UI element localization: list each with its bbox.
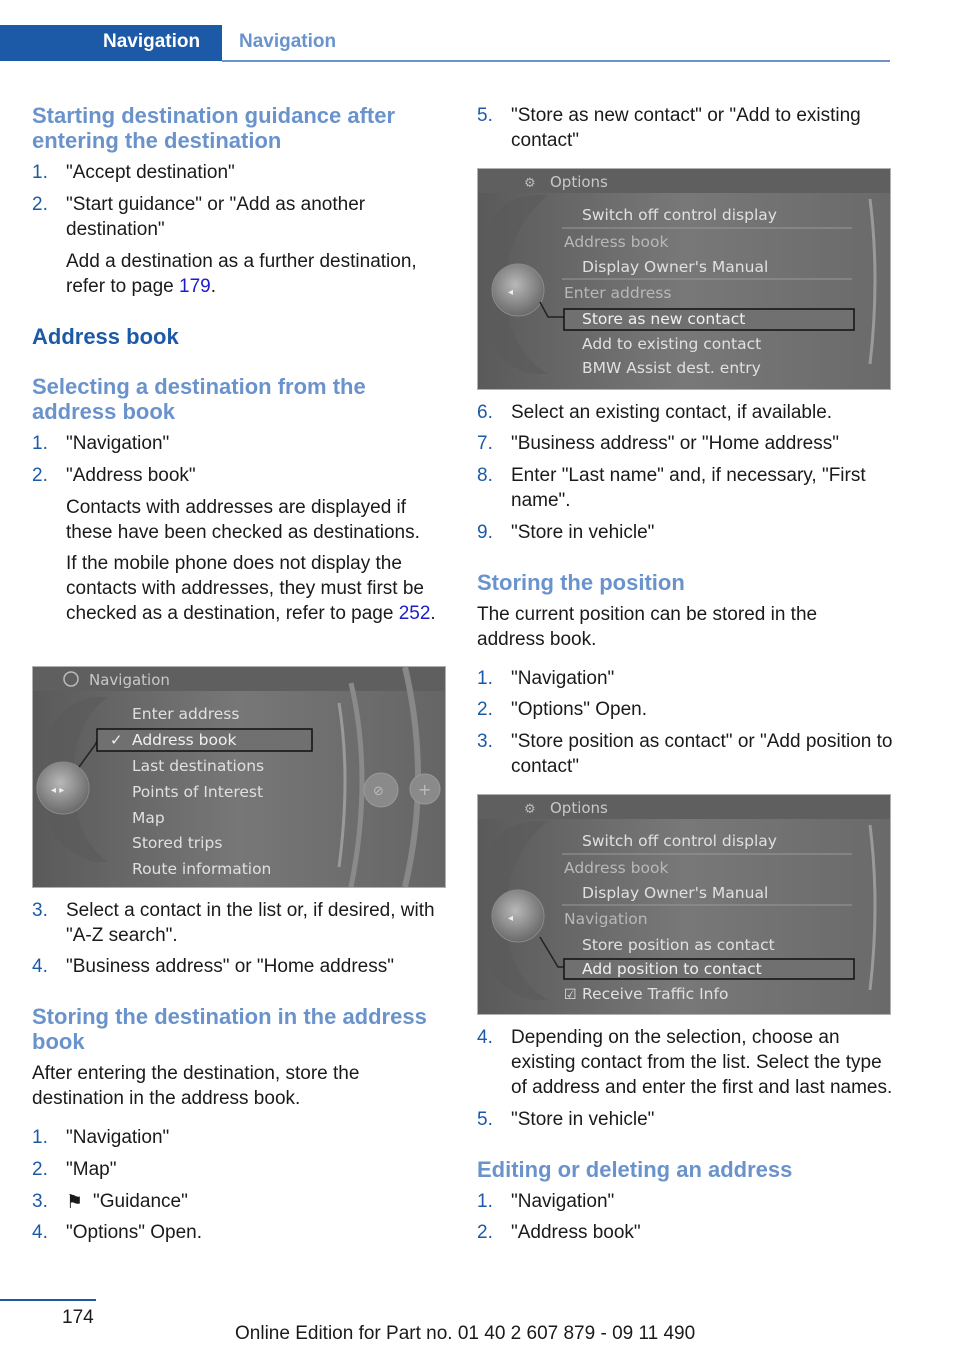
menu-group-label: Address book (564, 233, 669, 251)
list-item-text: "Store as new contact" or "Add to existing contact" (511, 105, 861, 151)
list-item-text: "Address book" (511, 1222, 641, 1243)
list-number: 2. (32, 1159, 48, 1180)
list-item-text: "Navigation" (66, 1127, 170, 1148)
menu-item: BMW Assist dest. entry (582, 359, 761, 377)
options-icon: ⚙ (524, 176, 536, 191)
store-destination-intro: After entering the destination, store the destination in the address book. (32, 1063, 360, 1109)
list-item-text: "Map" (66, 1159, 117, 1180)
menu-item: Display Owner's Manual (582, 884, 769, 902)
list-item-text: "Start guidance" or "Add as another destination" (66, 194, 366, 240)
screen-title: Options (550, 173, 608, 191)
menu-group-label: Enter address (564, 284, 672, 302)
menu-item: Points of Interest (132, 783, 264, 801)
list-number: 1. (32, 1127, 48, 1148)
menu-group-label: Address book (564, 859, 669, 877)
list-number: 8. (477, 465, 493, 486)
menu-item-selected: Store as new contact (582, 310, 746, 328)
list-item-text: Select a contact in the list or, if desired, with "A-Z search". (66, 900, 435, 946)
store-position-intro: The current position can be stored in the address book. (477, 604, 818, 650)
list-number: 1. (32, 162, 48, 183)
menu-item: Add to existing contact (582, 335, 762, 353)
list-number: 3. (477, 731, 493, 752)
menu-item: Stored trips (132, 834, 223, 852)
menu-item-selected: Add position to contact (582, 960, 762, 978)
list-item-text: "Navigation" (66, 433, 170, 454)
list-number: 3. (32, 900, 48, 921)
list-number: 5. (477, 1109, 493, 1130)
list-number: 9. (477, 522, 493, 543)
svg-text:◂ ▸: ◂ ▸ (51, 785, 65, 796)
header-breadcrumb[interactable]: Navigation (239, 31, 337, 52)
idrive-screen-options-position (478, 795, 890, 1014)
screen-title: Navigation (89, 671, 170, 689)
svg-text:◂: ◂ (508, 287, 514, 298)
heading-store-position: Storing the position (477, 570, 685, 595)
list-number: 2. (477, 699, 493, 720)
list-number: 5. (477, 105, 493, 126)
guidance-flag-icon: ⚑ (66, 1192, 84, 1213)
list-item-text: "Store position as contact" or "Add position to contact" (511, 731, 893, 777)
svg-text:⊘: ⊘ (373, 784, 384, 799)
list-item-text: Select an existing contact, if available. (511, 402, 833, 423)
list-number: 4. (32, 956, 48, 977)
menu-item: Enter address (132, 705, 240, 723)
menu-item: Last destinations (132, 757, 265, 775)
screenshot-options-store-contact (477, 168, 891, 390)
screenshot-navigation-menu (32, 666, 446, 888)
list-number: 2. (477, 1222, 493, 1243)
controller-knob-icon (492, 890, 544, 942)
list-item-text: "Options" Open. (66, 1222, 203, 1243)
select-note-2: If the mobile phone does not display the contacts with addresses, they must first be checked as a destination, refer to page 252. (66, 553, 436, 624)
list-item-text: "Navigation" (511, 1191, 615, 1212)
page-link-252[interactable]: 252 (398, 603, 431, 624)
menu-item: Switch off control display (582, 206, 777, 224)
list-number: 4. (477, 1027, 493, 1048)
list-number: 2. (32, 465, 48, 486)
options-icon: ⚙ (524, 802, 536, 817)
heading-start-guidance: Starting destination guidance after entering the destination (32, 103, 396, 153)
menu-item-selected: Address book (132, 731, 237, 749)
list-item-text: "Navigation" (511, 668, 615, 689)
list-item-text: "Store in vehicle" (511, 1109, 655, 1130)
svg-text:✓: ✓ (110, 731, 123, 749)
list-item-text: "Store in vehicle" (511, 522, 655, 543)
page-number: 174 (62, 1307, 94, 1328)
footer-edition: Online Edition for Part no. 01 40 2 607 879 - 09 11 490 (235, 1323, 696, 1344)
idrive-screen-navigation (33, 667, 445, 887)
list-item-text: "Business address" or "Home address" (66, 956, 394, 977)
page-link-179[interactable]: 179 (179, 276, 211, 297)
menu-group-label: Navigation (564, 910, 648, 928)
list-item-text: Enter "Last name" and, if necessary, "First name". (511, 465, 866, 511)
idrive-screen-options (478, 169, 890, 389)
list-item-text: "Accept destination" (66, 162, 235, 183)
menu-item: Route information (132, 860, 272, 878)
list-number: 1. (477, 1191, 493, 1212)
heading-edit-address: Editing or deleting an address (477, 1157, 793, 1182)
svg-text:◂: ◂ (508, 913, 514, 924)
list-number: 2. (32, 194, 48, 215)
list-item-text: "Business address" or "Home address" (511, 433, 839, 454)
screenshot-options-store-position (477, 794, 891, 1015)
heading-store-destination: Storing the destination in the address book (32, 1004, 427, 1054)
list-number: 6. (477, 402, 493, 423)
heading-select-destination: Selecting a destination from the address book (32, 374, 366, 424)
start-note: Add a destination as a further destination, refer to page 179. (66, 251, 417, 297)
menu-item: Store position as contact (582, 936, 775, 954)
menu-item: Map (132, 809, 165, 827)
list-number: 7. (477, 433, 493, 454)
header-rule (222, 60, 890, 62)
screen-title: Options (550, 799, 608, 817)
list-number: 1. (477, 668, 493, 689)
checkbox-checked-icon: ☑ (564, 987, 577, 1003)
footer-rule (0, 1299, 96, 1301)
menu-item: Switch off control display (582, 832, 777, 850)
svg-text:+: + (418, 780, 432, 799)
heading-address-book: Address book (32, 324, 179, 349)
list-number: 4. (32, 1222, 48, 1243)
list-number: 3. (32, 1191, 48, 1212)
list-number: 1. (32, 433, 48, 454)
header-section-label: Navigation (103, 31, 201, 52)
list-item-text: Depending on the selection, choose an existing contact from the list. Select the type of address and enter the first and last names. (511, 1027, 893, 1098)
list-item-text: "Options" Open. (511, 699, 648, 720)
menu-item: Display Owner's Manual (582, 258, 769, 276)
select-note-1: Contacts with addresses are displayed if these have been checked as destinations. (66, 497, 420, 543)
list-item-text: "Guidance" (93, 1191, 188, 1212)
list-item-text: "Address book" (66, 465, 196, 486)
controller-knob-icon (492, 264, 544, 316)
menu-item: Receive Traffic Info (582, 985, 729, 1003)
